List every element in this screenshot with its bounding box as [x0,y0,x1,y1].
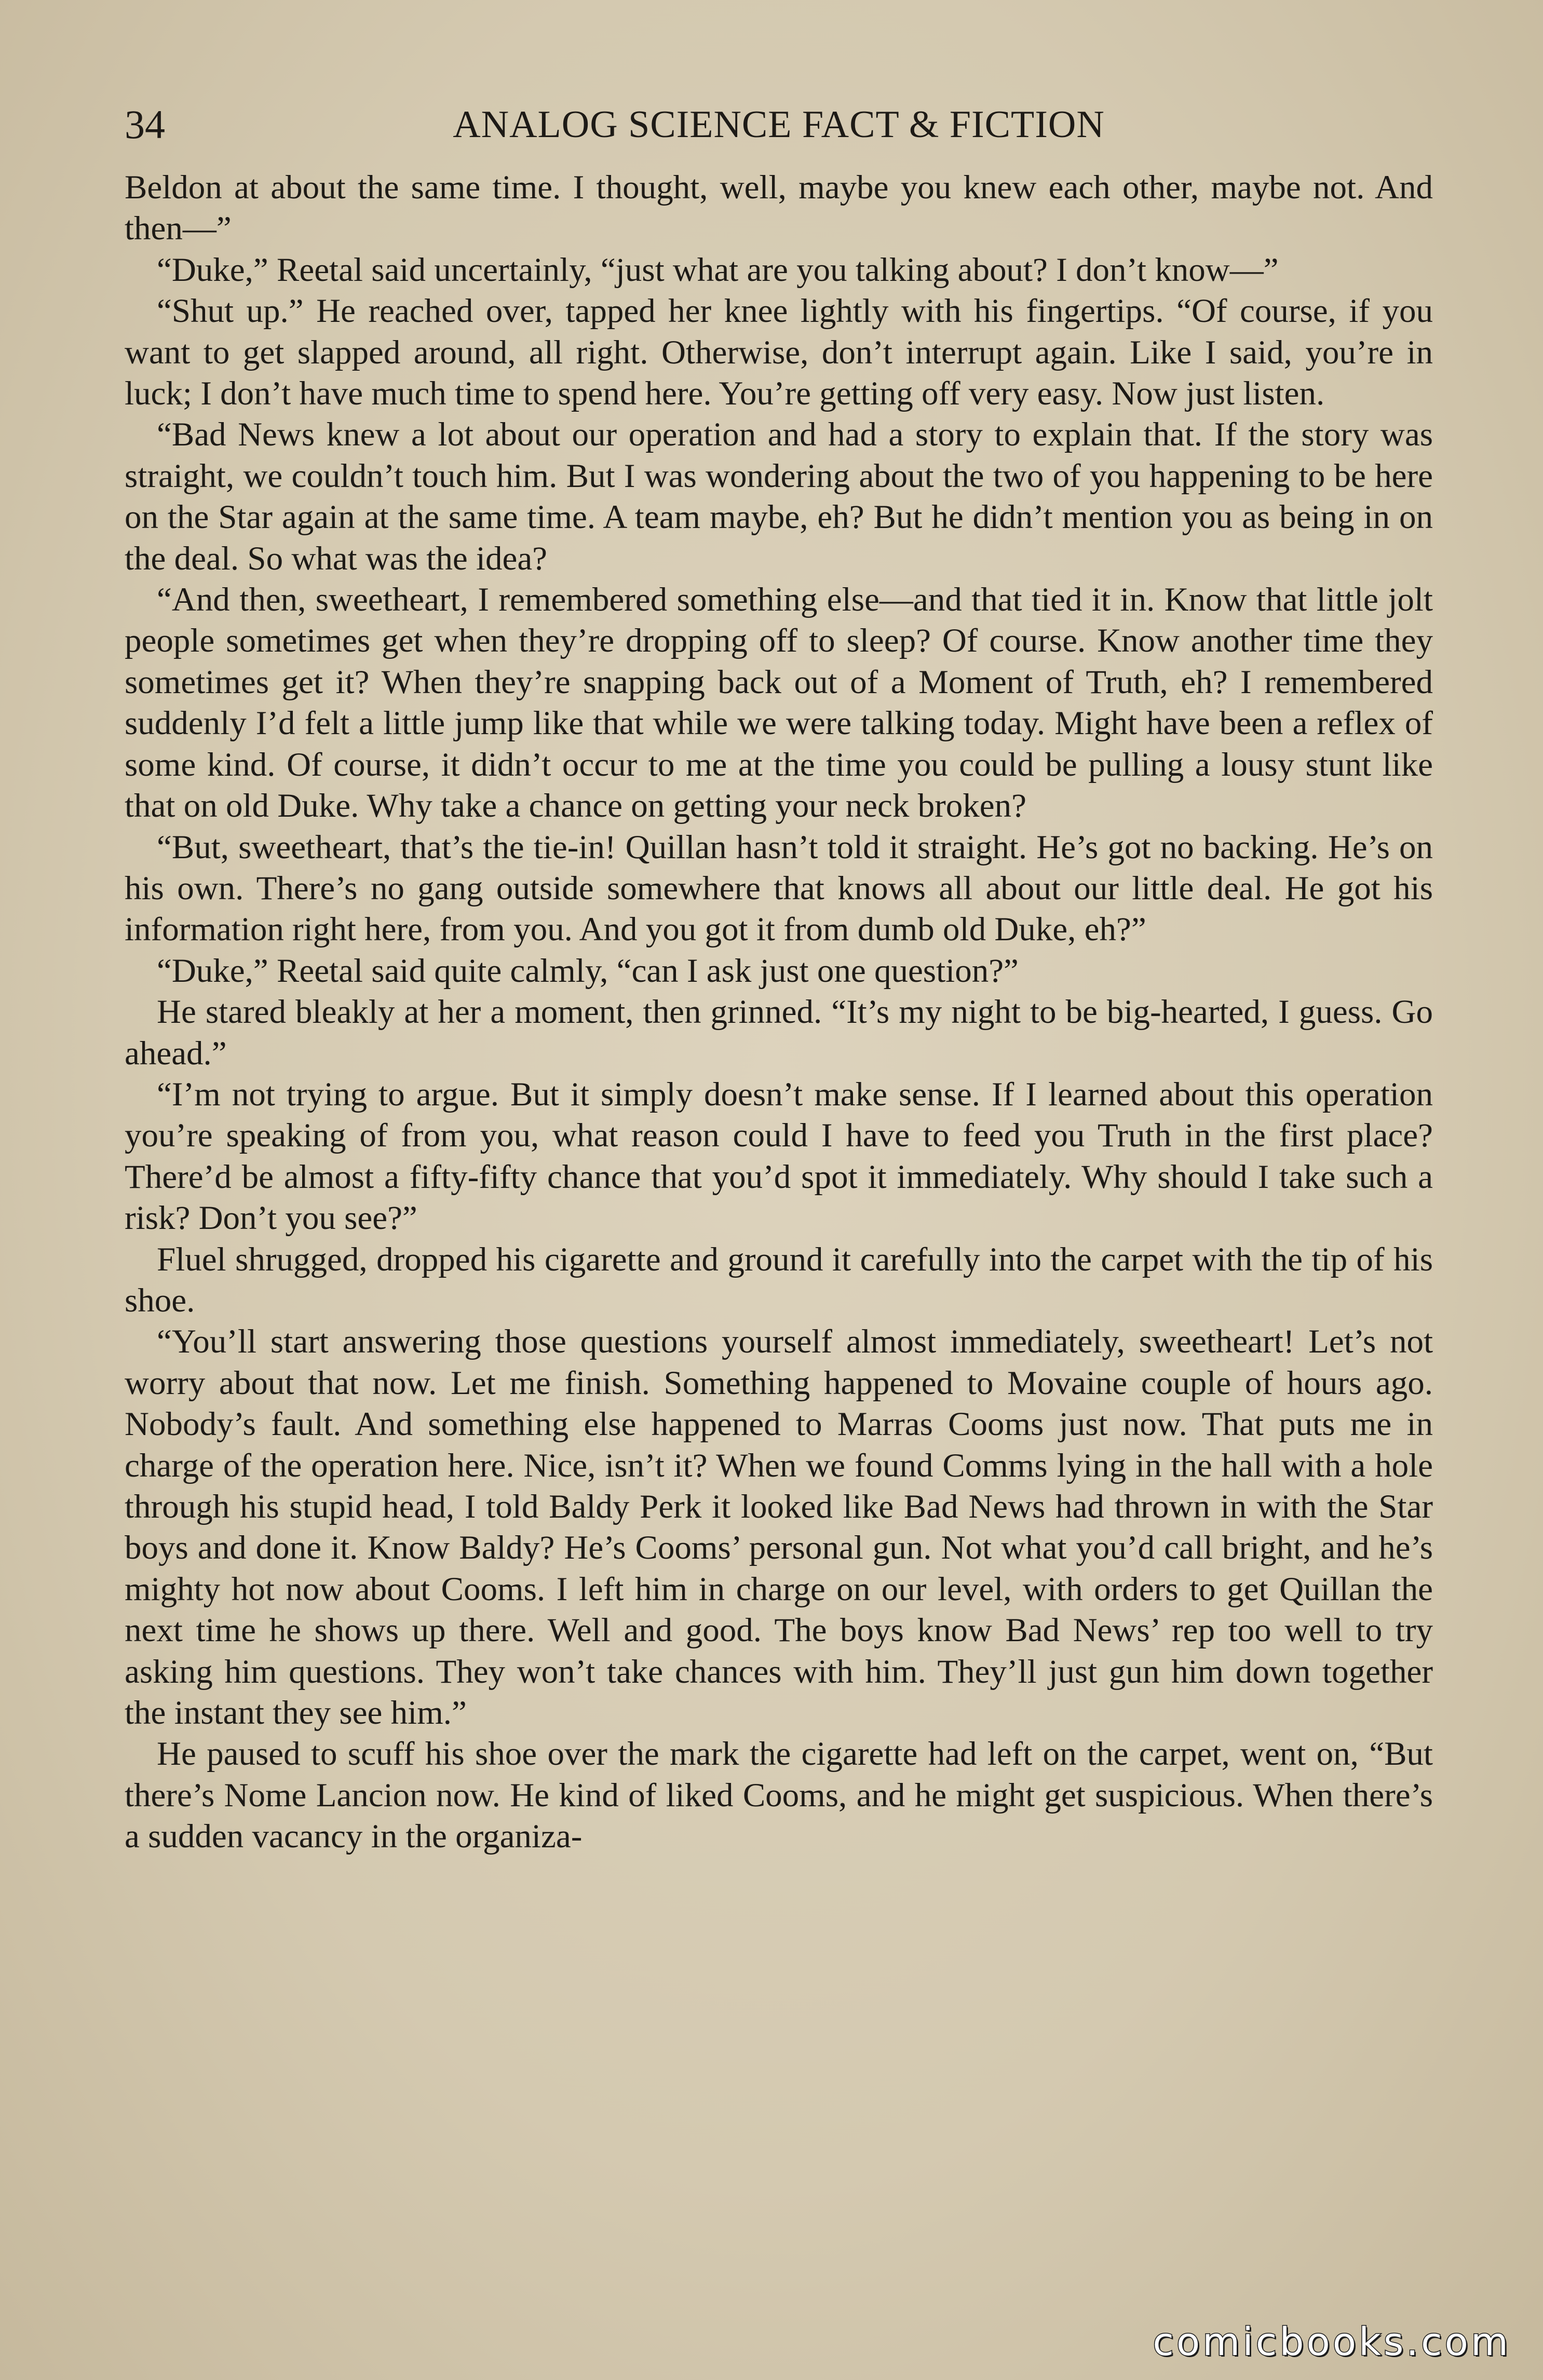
page-header [125,93,1433,156]
site-watermark: comicbooks.com [1153,2320,1511,2364]
paragraph: “Bad News knew a lot about our operation and had a story to explain that. If the story was straight, we couldn’t touch him. But I was wondering about the two of you happening to be here on the Star again at the same time. A team maybe, eh? But he didn’t mention you as being in on the deal. So what was the idea? [125,416,1433,577]
paragraph: Fluel shrugged, dropped his cigarette and ground it carefully into the carpet with the tip of his shoe. [125,1240,1433,1319]
paragraph: “Shut up.” He reached over, tapped her knee lightly with his fingertips. “Of course, if you want to get slapped around, all right. Otherwise, don’t interrupt again. Like I said, you’re in luck; I don’t have much time to spend here. You’re getting off very easy. Now just listen. [125,292,1433,413]
paragraph: “I’m not trying to argue. But it simply doesn’t make sense. If I learned about this operation you’re speaking of from you, what reason could I have to feed you Truth in the first place? There’d be almost a fifty-fifty chance that you’d spot it immediately. Why should I take such a risk? Don’t you see?” [125,1075,1433,1237]
story-text [125,167,1433,1858]
paragraph: He paused to scuff his shoe over the mark the cigarette had left on the carpet, went on, “But there’s Nome Lancion now. He kind of liked Cooms, and he might get suspicious. When there’s a sudden vacancy in the organiza- [125,1735,1433,1856]
page-number: 34 [125,102,165,147]
paragraph: “Duke,” Reetal said uncertainly, “just what are you talking about? I don’t know—” [157,251,1279,289]
paragraph: He stared bleakly at her a moment, then grinned. “It’s my night to be big-hearted, I guess. Go ahead.” [125,993,1433,1072]
paragraph: “Duke,” Reetal said quite calmly, “can I ask just one question?” [157,952,1019,990]
paragraph: “But, sweetheart, that’s the tie-in! Quillan hasn’t told it straight. He’s got no backing. He’s on his own. There’s no gang outside somewhere that knows all about our little deal. He got his information right here, from you. And you got it from dumb old Duke, eh?” [125,828,1433,949]
paragraph: “You’ll start answering those questions yourself almost immediately, sweetheart! Let’s not worry about that now. Let me finish. Something happened to Movaine couple of hours ago. Nobody’s fault. And something else happened to Marras Cooms just now. That puts me in charge of the operation here. Nice, isn’t it? When we found Comms lying in the hall with a hole through his stupid head, I told Baldy Perk it looked like Bad News had thrown in with the Star boys and done it. Know Baldy? He’s Cooms’ personal gun. Not what you’d call bright, and he’s mighty hot now about Cooms. I left him in charge on our level, with orders to get Quillan the next time he shows up there. Well and good. The boys know Bad News’ rep too well to try asking him questions. They won’t take chances with him. They’ll just gun him down together the instant they see him.” [125,1323,1433,1732]
paragraph: Beldon at about the same time. I thought, well, maybe you knew each other, maybe not. And then—” [125,169,1433,248]
paragraph: “And then, sweetheart, I remembered something else—and that tied it in. Know that little jolt people sometimes get when they’re dropping off to sleep? Of course. Know another time they sometimes get it? When they’re snapping back out of a Moment of Truth, eh? I remembered suddenly I’d felt a little jump like that while we were talking today. Might have been a reflex of some kind. Of course, it didn’t occur to me at the time you could be pulling a lousy stunt like that on old Duke. Why take a chance on getting your neck broken? [125,581,1433,825]
running-head: ANALOG SCIENCE FACT & FICTION [453,103,1105,146]
